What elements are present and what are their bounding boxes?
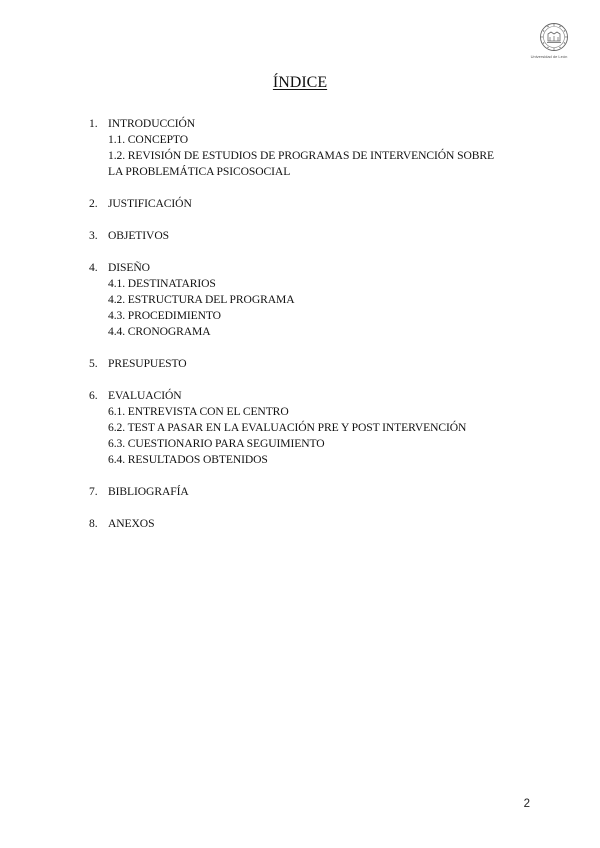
toc-number: 7. [89,485,98,498]
toc-entry-line [89,196,559,212]
toc-entry-introduccion [89,116,559,180]
table-of-contents [89,116,559,548]
toc-entry-objetivos [89,228,559,244]
toc-entry-justificacion [89,196,559,212]
toc-label: INTRODUCCIÓN [108,117,196,130]
toc-label: EVALUACIÓN [108,389,182,402]
toc-subitem: 6.1. ENTREVISTA CON EL CENTRO [108,405,289,418]
toc-entry-line [89,116,559,132]
toc-subitem: 6.2. TEST A PASAR EN LA EVALUACIÓN PRE Y POST INTERVENCIÓN [108,421,467,434]
toc-entry-line [89,228,559,244]
toc-number: 3. [89,229,98,242]
toc-subitems [89,276,559,340]
toc-entry-line [89,356,559,372]
toc-subitem: 4.4. CRONOGRAMA [108,325,211,338]
toc-entry-diseno [89,260,559,340]
toc-entry-line [89,516,559,532]
toc-subitem: 6.3. CUESTIONARIO PARA SEGUIMIENTO [108,437,325,450]
toc-number: 8. [89,517,98,530]
toc-label: DISEÑO [108,261,150,274]
toc-subitems [89,404,559,468]
toc-label: ANEXOS [108,517,155,530]
page-number: 2 [523,798,530,810]
toc-entry-line [89,388,559,404]
toc-label: OBJETIVOS [108,229,169,242]
toc-number: 2. [89,197,98,210]
toc-subitem: 4.1. DESTINATARIOS [108,277,216,290]
toc-subitem: 4.2. ESTRUCTURA DEL PROGRAMA [108,293,295,306]
toc-entry-bibliografia [89,484,559,500]
toc-subitem: 1.2. REVISIÓN DE ESTUDIOS DE PROGRAMAS DE INTERVENCIÓN SOBRE [108,149,494,162]
toc-entry-evaluacion [89,388,559,468]
university-seal-icon [539,22,569,52]
toc-entry-presupuesto [89,356,559,372]
toc-entry-line [89,260,559,276]
toc-subitem: LA PROBLEMÁTICA PSICOSOCIAL [108,165,291,178]
university-name: Universidad de León [530,54,568,59]
toc-subitem: 4.3. PROCEDIMIENTO [108,309,221,322]
toc-label: PRESUPUESTO [108,357,187,370]
toc-subitems [89,132,559,180]
toc-number: 4. [89,261,98,274]
toc-entry-anexos [89,516,559,532]
page-title: ÍNDICE [272,74,328,91]
toc-label: BIBLIOGRAFÍA [108,485,189,498]
toc-subitem: 6.4. RESULTADOS OBTENIDOS [108,453,268,466]
university-logo [526,22,572,62]
toc-subitem: 1.1. CONCEPTO [108,133,188,146]
toc-number: 6. [89,389,98,402]
toc-number: 1. [89,117,98,130]
toc-number: 5. [89,357,98,370]
toc-entry-line [89,484,559,500]
toc-label: JUSTIFICACIÓN [108,197,192,210]
